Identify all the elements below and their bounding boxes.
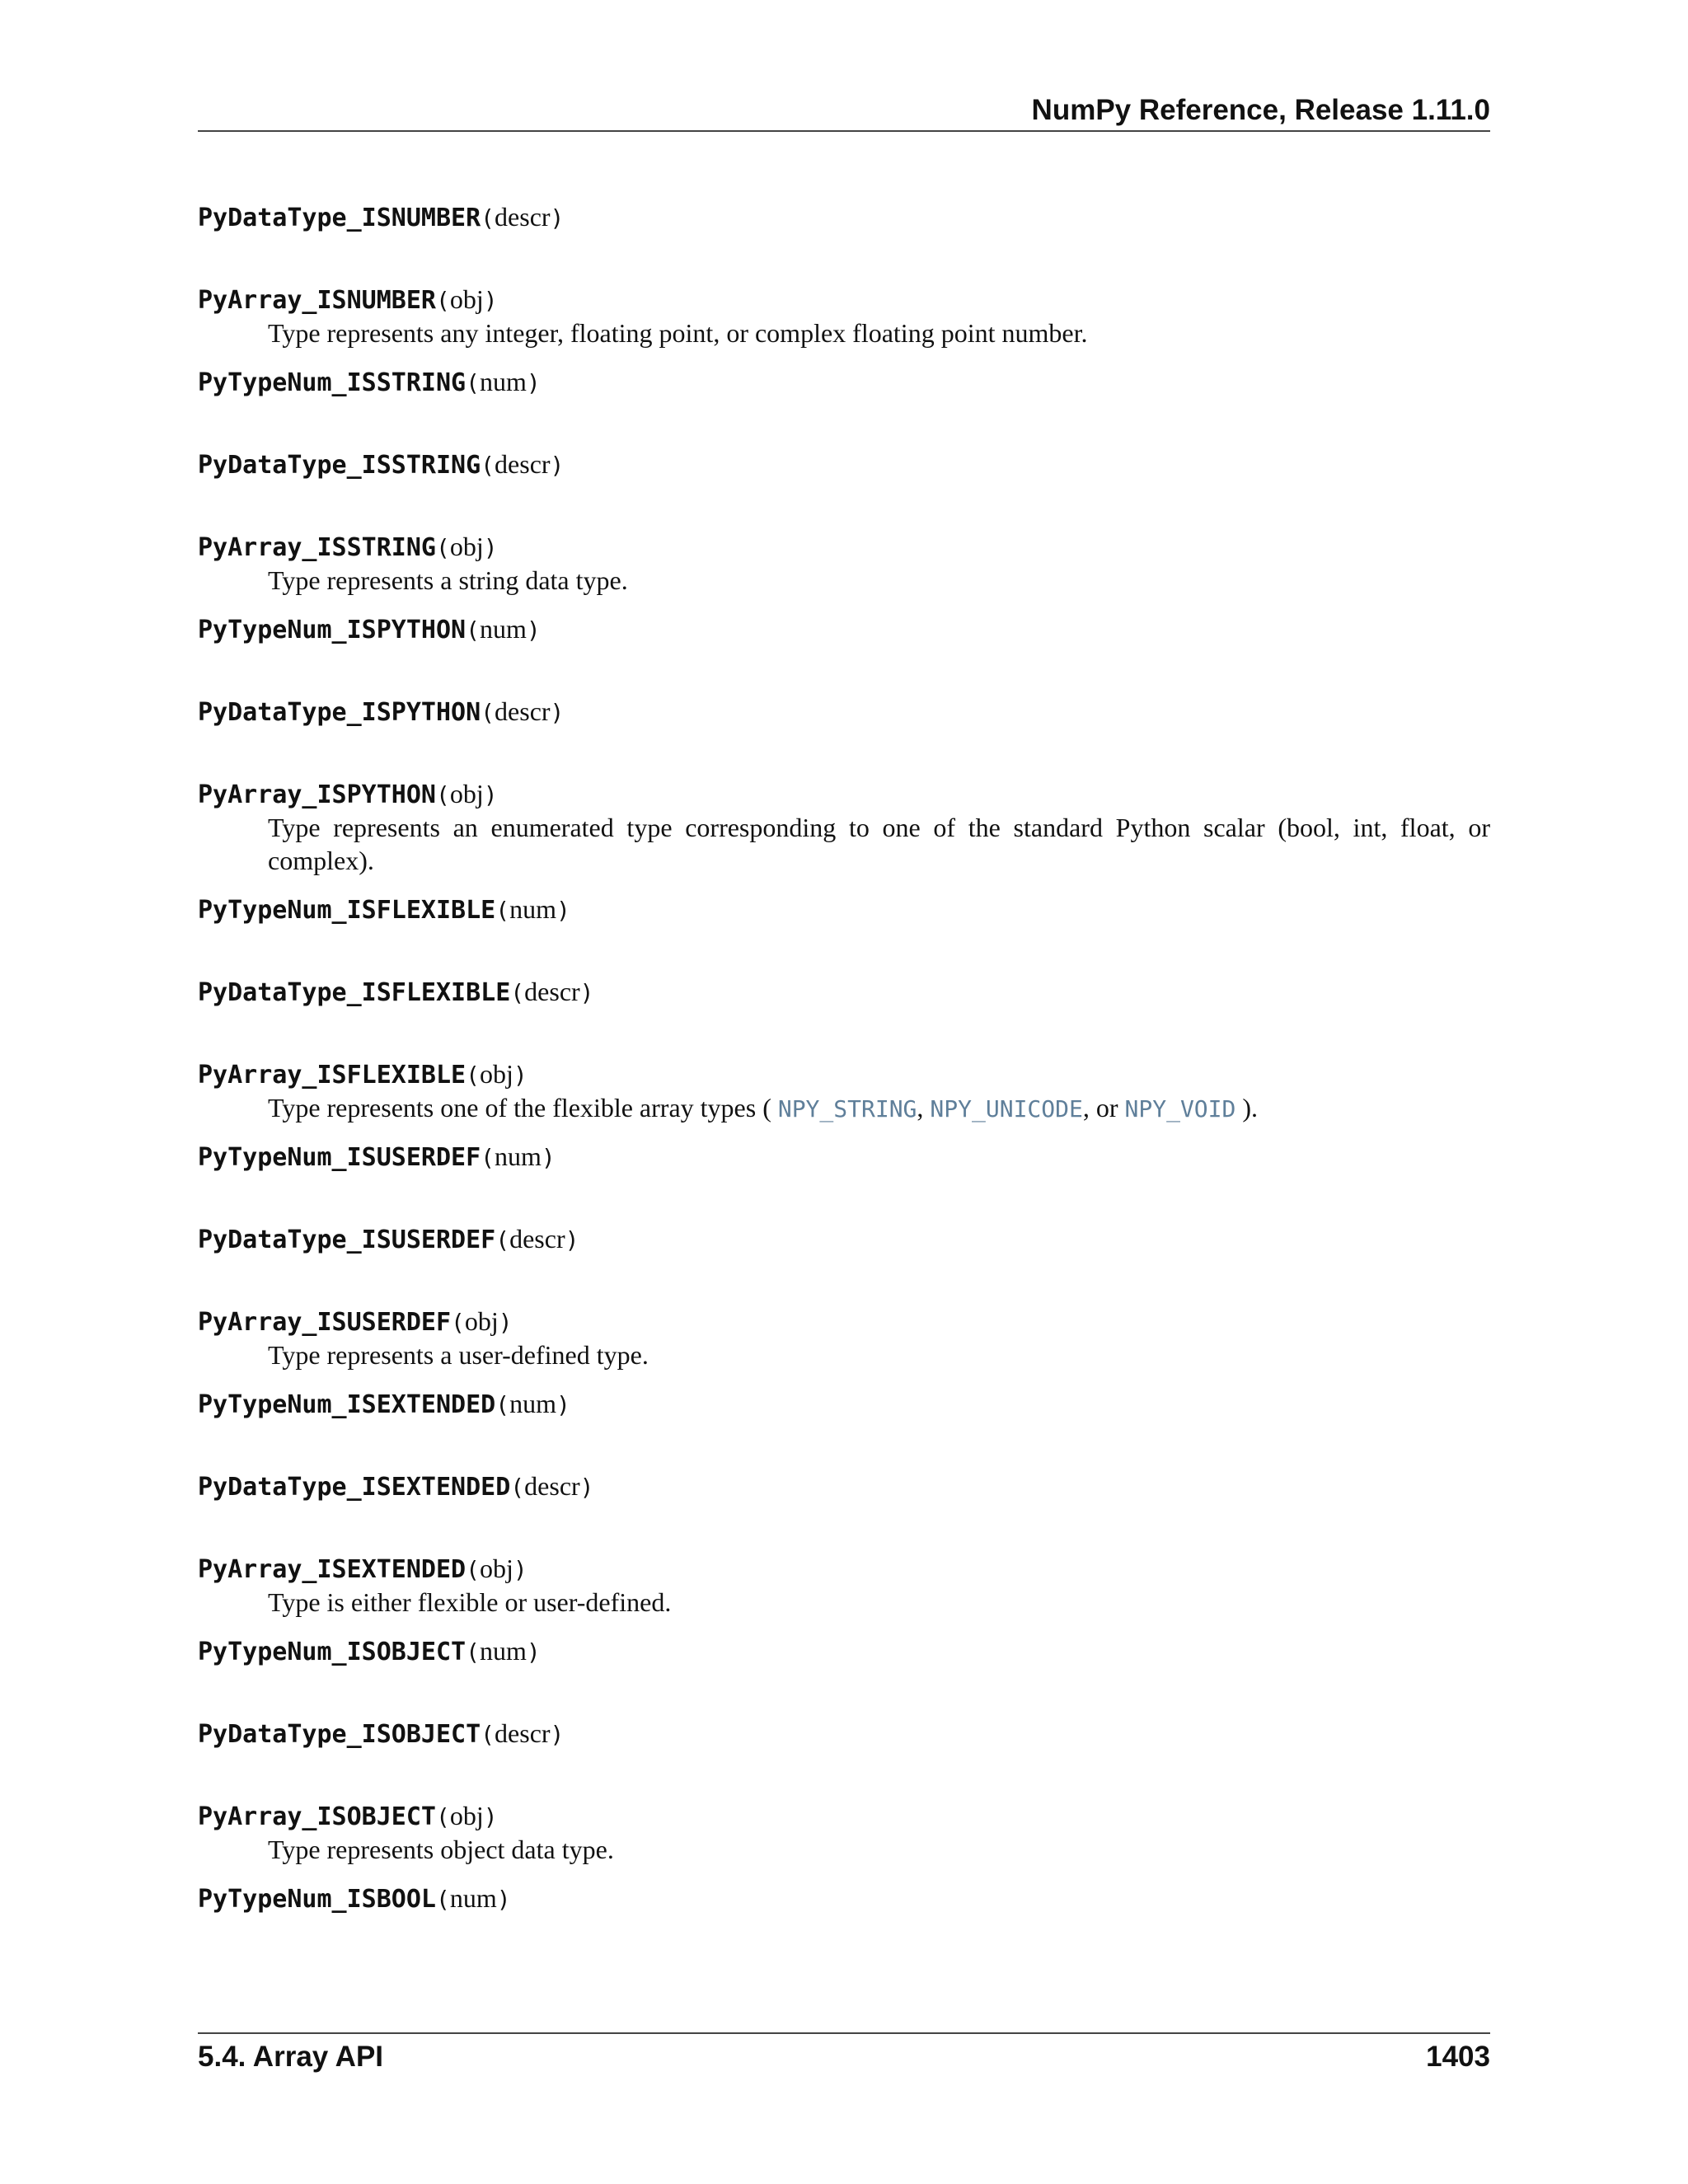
api-signature: PyArray_ISOBJECT(obj) [198,1801,498,1831]
api-signature: PyTypeNum_ISOBJECT(num) [198,1636,541,1666]
api-signature: PyDataType_ISOBJECT(descr) [198,1718,565,1749]
function-description: Type represents an enumerated type corresponding to one of the standard Python scalar (bool, int, float, or complex). [268,813,1490,875]
function-name: PyDataType_ISSTRING [198,451,481,480]
header-title: NumPy Reference, Release 1.11.0 [1031,94,1490,126]
api-signature: PyArray_ISFLEXIBLE(obj) [198,1059,528,1090]
function-description: Type represents any integer, floating point, or complex floating point number. [268,318,1088,348]
function-name: PyArray_ISOBJECT [198,1802,436,1831]
function-arg: num [495,1141,542,1171]
api-signature: PyArray_ISNUMBER(obj) [198,284,498,315]
function-arg: num [479,614,527,644]
function-arg: num [479,367,527,396]
api-signature: PyDataType_ISUSERDEF(descr) [198,1224,579,1254]
api-signature: PyTypeNum_ISUSERDEF(num) [198,1141,556,1172]
page-number: 1403 [1426,2041,1490,2073]
footer-section: 5.4. Array API [198,2041,384,2073]
function-name: PyArray_ISEXTENDED [198,1555,467,1584]
function-arg: obj [449,284,484,314]
function-arg: num [509,1389,556,1418]
function-arg: num [509,894,556,924]
api-signature: PyDataType_ISPYTHON(descr) [198,696,565,727]
npy-unicode-link[interactable]: NPY_UNICODE [930,1095,1083,1122]
document-page [198,0,1490,2184]
function-name: PyArray_ISPYTHON [198,780,436,809]
function-arg: obj [479,1554,513,1583]
api-signature: PyTypeNum_ISBOOL(num) [198,1883,511,1914]
api-signature: PyDataType_ISSTRING(descr) [198,449,565,480]
description-text: Type represents one of the flexible array types ( [268,1093,778,1122]
function-arg: obj [464,1306,499,1336]
description-text: , [917,1093,931,1122]
function-name: PyTypeNum_ISPYTHON [198,616,467,644]
api-signature: PyDataType_ISEXTENDED(descr) [198,1471,594,1502]
function-arg: descr [495,449,551,479]
function-description [268,1091,1490,1126]
api-signature: PyArray_ISPYTHON(obj) [198,779,498,809]
function-description: Type is either flexible or user-defined. [268,1587,672,1617]
function-arg: obj [449,532,484,561]
function-description: Type represents a user-defined type. [268,1340,649,1370]
function-name: PyTypeNum_ISUSERDEF [198,1143,481,1172]
function-name: PyTypeNum_ISEXTENDED [198,1390,496,1419]
api-signature: PyTypeNum_ISEXTENDED(num) [198,1389,570,1419]
function-name: PyDataType_ISNUMBER [198,204,481,232]
function-name: PyTypeNum_ISBOOL [198,1885,436,1914]
function-description: Type represents object data type. [268,1835,614,1864]
api-signature: PyArray_ISSTRING(obj) [198,532,498,562]
function-arg: obj [449,779,484,808]
function-name: PyDataType_ISOBJECT [198,1720,481,1749]
function-description: Type represents a string data type. [268,565,628,595]
function-arg: descr [495,1718,551,1748]
function-arg: obj [449,1801,484,1830]
api-signature: PyDataType_ISFLEXIBLE(descr) [198,977,594,1007]
function-arg: descr [524,1471,580,1501]
function-arg: num [479,1636,527,1666]
function-arg: descr [495,202,551,232]
description-text: , or [1082,1093,1125,1122]
api-signature: PyArray_ISEXTENDED(obj) [198,1554,528,1584]
function-name: PyDataType_ISPYTHON [198,698,481,727]
function-name: PyDataType_ISFLEXIBLE [198,978,511,1007]
function-name: PyTypeNum_ISFLEXIBLE [198,896,496,925]
api-signature: PyDataType_ISNUMBER(descr) [198,202,565,232]
function-arg: descr [509,1224,565,1254]
page-header [198,91,1490,132]
function-name: PyTypeNum_ISOBJECT [198,1638,467,1666]
function-name: PyArray_ISFLEXIBLE [198,1061,467,1090]
function-name: PyArray_ISUSERDEF [198,1308,452,1337]
api-signature: PyArray_ISUSERDEF(obj) [198,1306,513,1337]
api-signature: PyTypeNum_ISFLEXIBLE(num) [198,894,570,925]
function-arg: num [449,1883,497,1913]
function-name: PyArray_ISSTRING [198,533,436,562]
function-name: PyDataType_ISEXTENDED [198,1473,511,1502]
function-arg: descr [495,696,551,726]
function-arg: obj [479,1059,513,1089]
function-name: PyTypeNum_ISSTRING [198,368,467,397]
npy-string-link[interactable]: NPY_STRING [777,1095,917,1122]
npy-void-link[interactable]: NPY_VOID [1124,1095,1236,1122]
api-signature: PyTypeNum_ISSTRING(num) [198,367,541,397]
function-name: PyArray_ISNUMBER [198,286,436,315]
function-name: PyDataType_ISUSERDEF [198,1226,496,1254]
function-arg: descr [524,977,580,1006]
api-signature: PyTypeNum_ISPYTHON(num) [198,614,541,644]
page-footer [198,2032,1490,2074]
description-text: ). [1236,1093,1259,1122]
